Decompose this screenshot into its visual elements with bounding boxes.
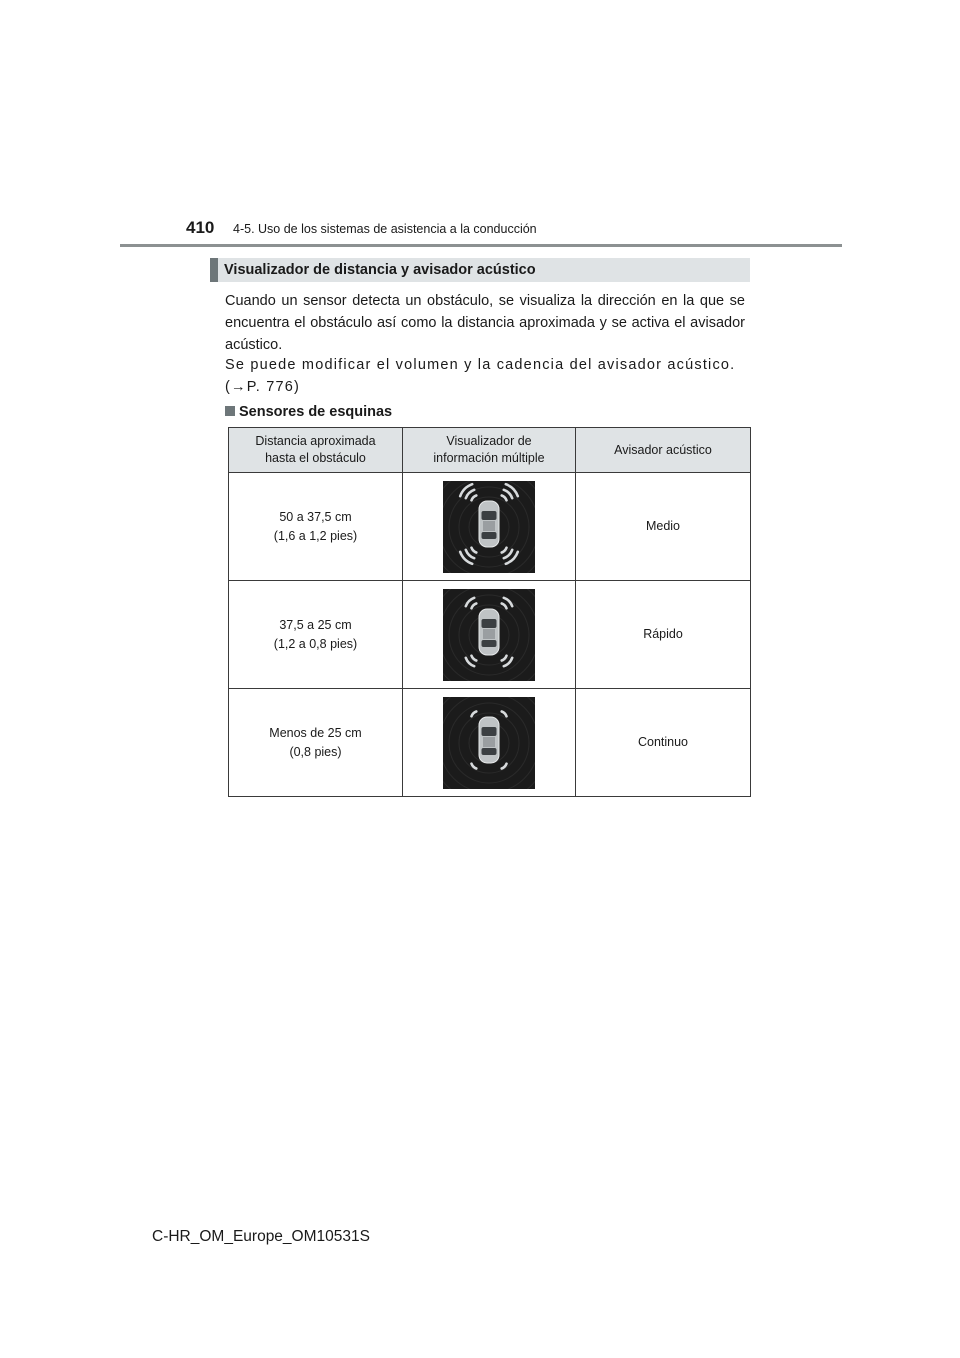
distance-cell xyxy=(229,473,403,581)
display-cell xyxy=(403,581,576,689)
document-footer: C-HR_OM_Europe_OM10531S xyxy=(152,1228,370,1245)
heading-accent xyxy=(210,258,218,282)
distance-imperial: (0,8 pies) xyxy=(289,744,342,759)
subheading xyxy=(225,404,392,420)
page-number: 410 xyxy=(186,218,215,237)
car-sensor-display-icon xyxy=(443,589,535,681)
distance-imperial: (1,2 a 0,8 pies) xyxy=(273,636,358,651)
buzzer-cell: Rápido xyxy=(576,581,751,689)
buzzer-cell: Continuo xyxy=(576,689,751,797)
display-cell xyxy=(403,689,576,797)
section-heading-bar xyxy=(210,258,750,282)
buzzer-cell: Medio xyxy=(576,473,751,581)
header-display xyxy=(403,428,576,473)
table-row xyxy=(229,689,751,797)
section-heading: Visualizador de distancia y avisador acústico xyxy=(224,262,536,278)
car-sensor-display-icon xyxy=(443,697,535,789)
volume-paragraph: Se puede modificar el volumen y la cadencia del avisador acústico. (→P. 776) xyxy=(225,357,736,395)
header-distance xyxy=(229,428,403,473)
table-header-row xyxy=(229,428,751,473)
table-row xyxy=(229,581,751,689)
header-display-line1: Visualizador de xyxy=(446,434,532,448)
section-title: 4-5. Uso de los sistemas de asistencia a la conducción xyxy=(233,222,537,236)
square-bullet-icon xyxy=(225,406,235,416)
distance-value: 37,5 a 25 cm xyxy=(279,617,352,632)
header-display-line2: información múltiple xyxy=(433,451,545,465)
distance-imperial: (1,6 a 1,2 pies) xyxy=(273,528,358,543)
subheading-text: Sensores de esquinas xyxy=(239,404,393,420)
header-distance-line2: hasta el obstáculo xyxy=(265,451,366,465)
distance-value: 50 a 37,5 cm xyxy=(279,509,352,524)
distance-value: Menos de 25 cm xyxy=(269,725,362,740)
table-row xyxy=(229,473,751,581)
display-cell xyxy=(403,473,576,581)
header-divider xyxy=(120,244,842,247)
distance-cell xyxy=(229,581,403,689)
car-sensor-display-icon xyxy=(443,481,535,573)
header-buzzer-line1: Avisador acústico xyxy=(614,442,712,457)
header-buzzer xyxy=(576,428,751,473)
distance-table xyxy=(228,427,751,797)
header-distance-line1: Distancia aproximada xyxy=(255,434,376,448)
intro-paragraph: Cuando un sensor detecta un obstáculo, se visualiza la dirección en la que se encuentra el obstáculo así como la distancia aproximada y se activa el avisador acústico. xyxy=(225,293,745,353)
distance-cell xyxy=(229,689,403,797)
